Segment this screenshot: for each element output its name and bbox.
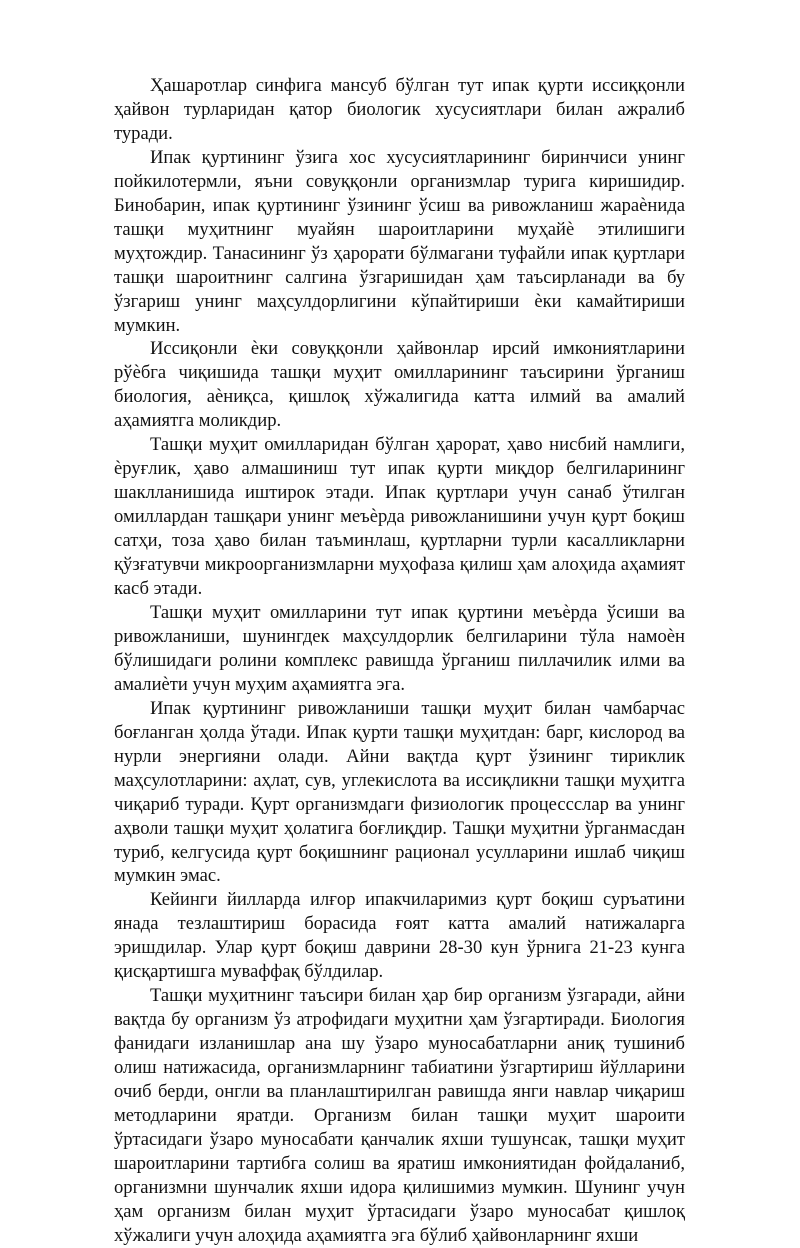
paragraph-8: Ташқи муҳитнинг таъсири билан ҳар бир организм ўзгаради, айни вақтда бу организм ўз атрофидаги муҳитни ҳам ўзгартиради. Биология фанидаги изланишлар ана шу ўзаро муносабатларни аниқ тушиниб олиш натижасида, организмларнинг табиатини ўзгартириш йўлларини очиб берди, онгли ва планлаштирилган равишда янги навлар чиқариш методларини яратди. Организм билан ташқи муҳит шароити ўртасидаги ўзаро муносабати қанчалик яхши тушунсак, ташқи муҳит шароитларини тартибга солиш ва яратиш имкониятидан фойдаланиб, организмни шунчалик яхши идора қилишимиз мумкин. Шунинг учун ҳам организм билан муҳит ўртасидаги ўзаро муносабат қишлоқ хўжалиги учун алоҳида аҳамиятга эга бўлиб ҳайвонларнинг яхши [114,985,685,1246]
paragraph-3: Иссиқонли ѐки совуққонли ҳайвонлар ирсий имкониятларини рўѐбга чиқишида ташқи муҳит омилларининг таъсирини ўрганиш биология, аѐниқса, қишлоқ хўжалигида катта илмий ва амалий аҳамиятга моликдир. [114,338,685,432]
document-page [114,74,685,1248]
paragraph-7: Кейинги йилларда илғор ипакчиларимиз қурт боқиш суръатини янада тезлаштириш борасида ғоят катта амалий натижаларга эришдилар. Улар қурт боқиш даврини 28-30 кун ўрнига 21-23 кунга қисқартишга муваффақ бўлдилар. [114,889,685,983]
paragraph-2: Ипак қуртининг ўзига хос хусусиятларининг биринчиси унинг пойкилотермли, яъни совуққонли организмлар турига киришидир. Бинобарин, ипак қуртининг ўзининг ўсиш ва ривожланиш жараѐнида ташқи муҳитнинг муайян шароитларини муҳайѐ этилишиги муҳтождир. Танасининг ўз ҳарорати бўлмагани туфайли ипак қуртлари ташқи шароитнинг салгина ўзгаришидан ҳам таъсирланади ва бу ўзгариш унинг маҳсулдорлигини кўпайтириши ѐки камайтириши мумкин. [114,146,685,336]
paragraph-4: Ташқи муҳит омилларидан бўлган ҳарорат, ҳаво нисбий намлиги, ѐруғлик, ҳаво алмашиниш тут ипак қурти миқдор белгиларининг шаклланишида иштирок этади. Ипак қуртлари учун санаб ўтилган омиллардан ташқари унинг меъѐрда ривожланишини учун қурт боқиш сатҳи, тоза ҳаво билан таъминлаш, қуртларни турли касалликларни қўзғатувчи микроорганизмларни муҳофаза қилиш ҳам алоҳида аҳамият касб этади. [114,434,685,600]
paragraph-5: Ташқи муҳит омилларини тут ипак қуртини меъѐрда ўсиши ва ривожланиши, шунингдек маҳсулдорлик белгиларини тўла намоѐн бўлишидаги ролини комплекс равишда ўрганиш пиллачилик илми ва амалиѐти учун муҳим аҳамиятга эга. [114,601,685,695]
paragraph-6: Ипак қуртининг ривожланиши ташқи муҳит билан чамбарчас боғланган ҳолда ўтади. Ипак қурти ташқи муҳитдан: барг, кислород ва нурли энергияни олади. Айни вақтда қурт ўзининг тириклик маҳсулотларини: аҳлат, сув, углекислота ва иссиқликни ташқи муҳитга чиқариб туради. Қурт организмдаги физиологик процессслар ва унинг аҳволи ташқи муҳит ҳолатига боғлиқдир. Ташқи муҳитни ўрганмасдан туриб, келгусида қурт боқишнинг рационал усулларини ишлаб чиқиш мумкин эмас. [114,697,685,887]
paragraph-1: Ҳашаротлар синфига мансуб бўлган тут ипак қурти иссиққонли ҳайвон турларидан қатор биологик хусусиятлари билан ажралиб туради. [114,75,685,144]
